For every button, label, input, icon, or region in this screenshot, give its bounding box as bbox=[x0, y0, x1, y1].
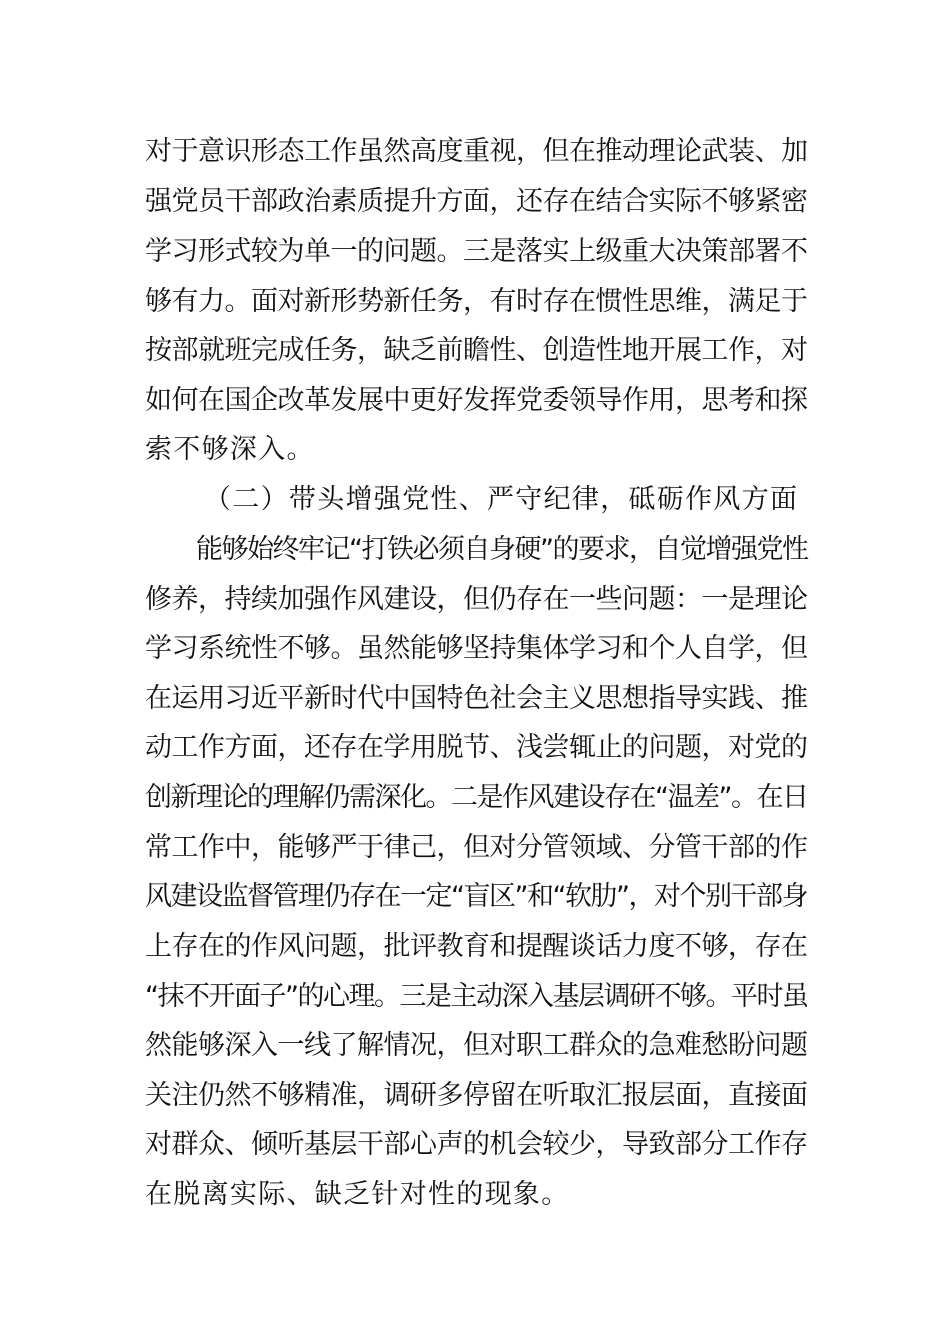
body-text-line: 如何在国企改革发展中更好发挥党委领导作用，思考和探 bbox=[145, 385, 808, 416]
body-text-line: 对于意识形态工作虽然高度重视，但在推动理论武装、加 bbox=[145, 136, 808, 167]
body-text-line: 然能够深入一线了解情况，但对职工群众的急难愁盼问题 bbox=[145, 1030, 808, 1061]
body-text-line: 创新理论的理解仍需深化。二是作风建设存在“温差”。在日 bbox=[145, 782, 808, 813]
body-text-line: 够有力。面对新形势新任务，有时存在惯性思维，满足于 bbox=[145, 286, 808, 317]
body-text-line: 在运用习近平新时代中国特色社会主义思想指导实践、推 bbox=[145, 683, 808, 714]
body-text-line: 风建设监督管理仍存在一定“盲区”和“软肋”，对个别干部身 bbox=[145, 881, 807, 912]
body-text-line: 关注仍然不够精准，调研多停留在听取汇报层面，直接面 bbox=[145, 1080, 808, 1111]
body-text-line: 上存在的作风问题，批评教育和提醒谈话力度不够，存在 bbox=[145, 931, 808, 962]
body-text-line: “抹不开面子”的心理。三是主动深入基层调研不够。平时虽 bbox=[145, 981, 808, 1012]
body-text-line: 常工作中，能够严于律己，但对分管领域、分管干部的作 bbox=[145, 832, 808, 863]
body-text-line: 对群众、倾听基层干部心声的机会较少，导致部分工作存 bbox=[145, 1129, 808, 1160]
body-text-line: 修养，持续加强作风建设，但仍存在一些问题：一是理论 bbox=[145, 584, 808, 615]
body-text-line: 学习系统性不够。虽然能够坚持集体学习和个人自学，但 bbox=[145, 633, 808, 664]
body-text-line: 能够始终牢记“打铁必须自身硬”的要求，自觉增强党性 bbox=[196, 534, 808, 565]
body-text-line: 索不够深入。 bbox=[145, 434, 315, 465]
section-heading: （二）带头增强党性、严守纪律，砥砺作风方面 bbox=[204, 484, 799, 515]
body-text-line: 按部就班完成任务，缺乏前瞻性、创造性地开展工作，对 bbox=[145, 335, 808, 366]
body-text-line: 强党员干部政治素质提升方面，还存在结合实际不够紧密 bbox=[145, 186, 808, 217]
body-text-line: 动工作方面，还存在学用脱节、浅尝辄止的问题，对党的 bbox=[145, 732, 808, 763]
body-text-line: 学习形式较为单一的问题。三是落实上级重大决策部署不 bbox=[145, 236, 808, 267]
body-text-line: 在脱离实际、缺乏针对性的现象。 bbox=[145, 1179, 570, 1210]
